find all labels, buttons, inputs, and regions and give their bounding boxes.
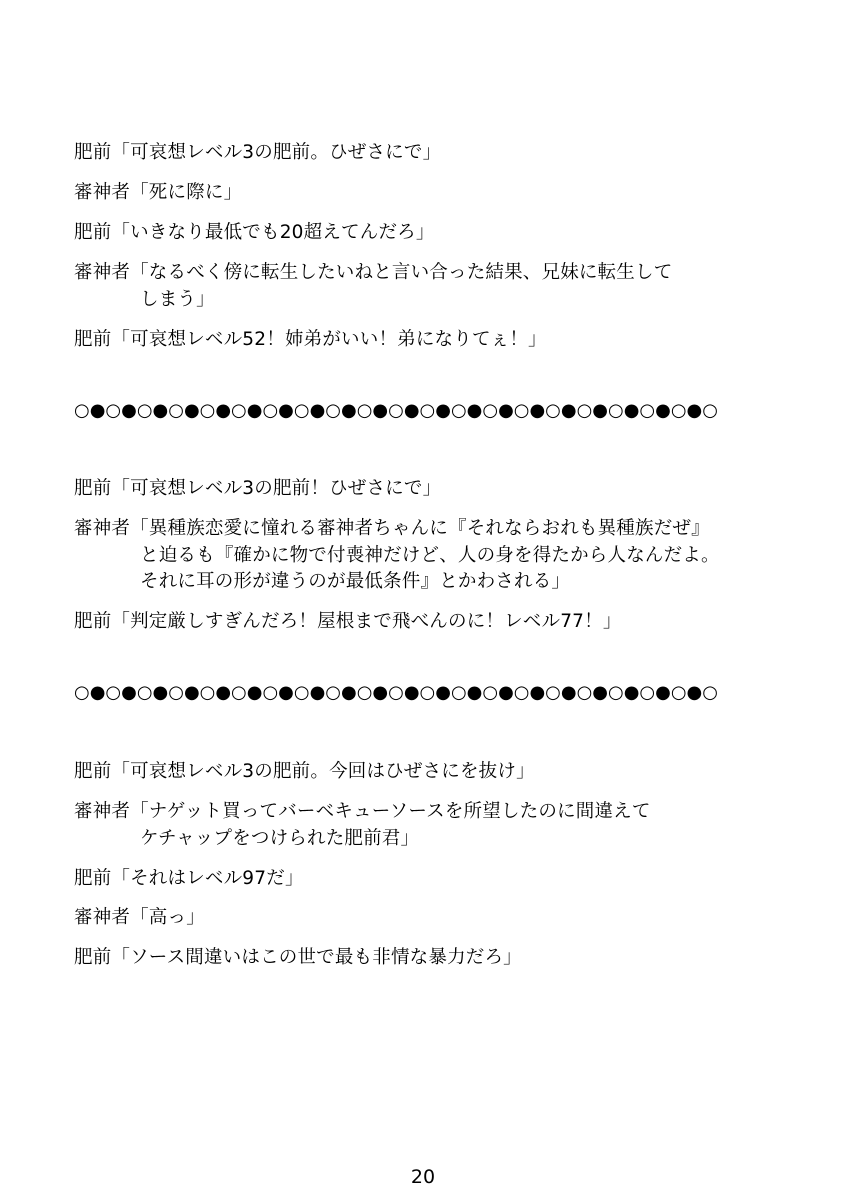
dialogue-line: 肥前「それはレベル97だ」	[74, 868, 304, 889]
dialogue-line: 肥前「可哀想レベル3の肥前！ひぜさにで」	[74, 478, 442, 499]
dialogue-line: 審神者「死に際に」	[74, 182, 243, 203]
section-separator: ○●○●○●○●○●○●○●○●○●○●○●○●○●○●○●○●○●○●○●○●○	[74, 682, 718, 703]
dialogue-line: 肥前「ソース間違いはこの世で最も非情な暴力だろ」	[74, 947, 522, 968]
dialogue-continuation: と迫るも『確かに物で付喪神だけど、人の身を得たから人なんだよ。	[140, 545, 720, 566]
dialogue-line: 肥前「可哀想レベル52！姉弟がいい！弟になりてぇ！」	[74, 329, 547, 350]
dialogue-line: 審神者「なるべく傍に転生したいねと言い合った結果、兄妹に転生して	[74, 262, 673, 283]
dialogue-continuation: ケチャップをつけられた肥前君」	[140, 828, 420, 849]
dialogue-line: 肥前「判定厳しすぎんだろ！屋根まで飛べんのに！レベル77！」	[74, 611, 622, 632]
section-separator: ○●○●○●○●○●○●○●○●○●○●○●○●○●○●○●○●○●○●○●○●○	[74, 400, 718, 421]
dialogue-line: 肥前「可哀想レベル3の肥前。今回はひぜさにを抜け」	[74, 761, 535, 782]
dialogue-line: 審神者「高っ」	[74, 907, 205, 928]
dialogue-line: 肥前「いきなり最低でも20超えてんだろ」	[74, 222, 435, 243]
page-number: 20	[410, 1166, 436, 1188]
dialogue-line: 肥前「可哀想レベル3の肥前。ひぜさにで」	[74, 142, 442, 163]
dialogue-line: 審神者「異種族恋愛に憧れる審神者ちゃんに『それならおれも異種族だぜ』	[74, 518, 710, 539]
dialogue-continuation: しまう」	[140, 289, 215, 310]
dialogue-continuation: それに耳の形が違うのが最低条件』とかわされる」	[140, 571, 571, 592]
dialogue-line: 審神者「ナゲット買ってバーベキューソースを所望したのに間違えて	[74, 801, 651, 822]
